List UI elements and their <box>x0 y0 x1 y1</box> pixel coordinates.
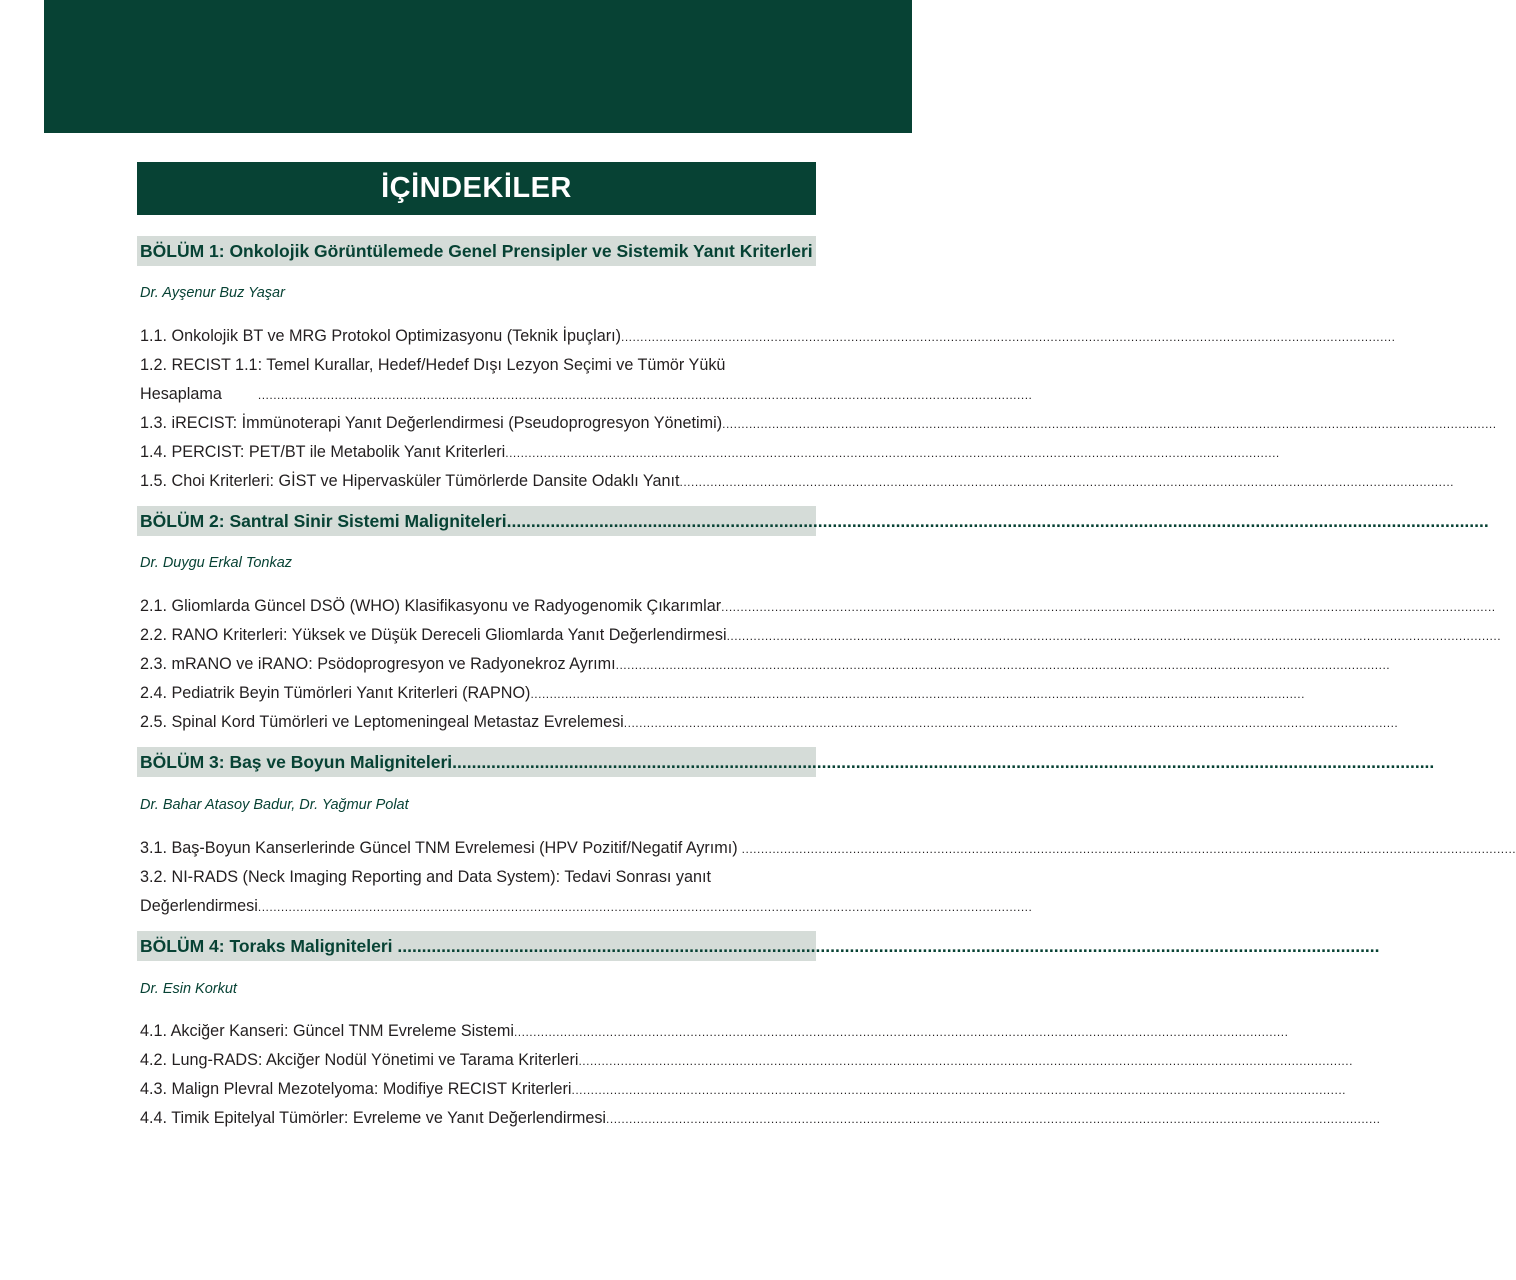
toc-entry-label: 3.1. Baş-Boyun Kanserlerinde Güncel TNM Evrelemesi (HPV Pozitif/Negatif Ayrımı) <box>140 839 738 857</box>
header-band <box>44 0 912 133</box>
toc-entry-2-3[interactable] <box>140 655 1391 679</box>
toc-entry-3-2-cont[interactable] <box>140 897 1033 921</box>
dot-leader: .......................................................................................................................................................................................................... <box>571 1083 1346 1097</box>
toc-entry-label: Değerlendirmesi <box>140 897 258 915</box>
section-author-1: Dr. Ayşenur Buz Yaşar <box>140 285 285 301</box>
toc-entry-1-2-cont[interactable] <box>140 385 1033 409</box>
toc-entry-label: 1.5. Choi Kriterleri: GİST ve Hipervasküler Tümörlerde Dansite Odaklı Yanıt <box>140 472 680 490</box>
dot-leader: .......................................................................................................................................................................................................... <box>615 658 1391 672</box>
toc-entry-label: 4.2. Lung-RADS: Akciğer Nodül Yönetimi ve Tarama Kriterleri <box>140 1051 579 1069</box>
toc-entry-label: 2.1. Gliomlarda Güncel DSÖ (WHO) Klasifikasyonu ve Radyogenomik Çıkarımlar <box>140 597 722 615</box>
section-heading-4[interactable] <box>137 931 1380 961</box>
toc-entry-1-3[interactable] <box>140 414 1497 438</box>
dot-leader: .......................................................................................................................................................................................................... <box>606 1112 1381 1126</box>
toc-entry-label: 1.1. Onkolojik BT ve MRG Protokol Optimizasyonu (Teknik İpuçları) <box>140 327 621 345</box>
dot-leader: .......................................................................................................................................................................................................... <box>578 1054 1353 1068</box>
dot-leader: .......................................................................................................................................................................................................... <box>513 1025 1289 1039</box>
toc-entry-1-5[interactable] <box>140 472 1454 496</box>
toc-entry-3-1[interactable] <box>140 839 1516 863</box>
toc-entry-2-5[interactable] <box>140 713 1399 737</box>
dot-leader: .......................................................................................................................................................................................................... <box>722 417 1497 431</box>
toc-entry-label: 2.3. mRANO ve iRANO: Psödoprogresyon ve Radyonekroz Ayrımı <box>140 655 616 673</box>
toc-entry-label: 4.3. Malign Plevral Mezotelyoma: Modifiye RECIST Kriterleri <box>140 1080 572 1098</box>
toc-entry-label: 2.4. Pediatrik Beyin Tümörleri Yanıt Kriterleri (RAPNO) <box>140 684 531 702</box>
toc-entry-label: 4.4. Timik Epitelyal Tümörler: Evreleme ve Yanıt Değerlendirmesi <box>140 1109 607 1127</box>
dot-leader: .......................................................................................................................................................................................................... <box>530 687 1305 701</box>
dot-leader: .......................................................................................................................................................................................................... <box>726 629 1502 643</box>
dot-leader: .......................................................................................................................................................................................................... <box>679 475 1454 489</box>
section-heading-2[interactable] <box>137 506 1489 536</box>
toc-entry-label: 1.4. PERCIST: PET/BT ile Metabolik Yanıt Kriterleri <box>140 443 506 461</box>
toc-entry-label: 1.2. RECIST 1.1: Temel Kurallar, Hedef/Hedef Dışı Lezyon Seçimi ve Tümör Yükü <box>140 356 726 374</box>
section-author-4: Dr. Esin Korkut <box>140 981 237 997</box>
toc-entry-1-4[interactable] <box>140 443 1280 467</box>
section-author-2: Dr. Duygu Erkal Tonkaz <box>140 555 293 571</box>
toc-entry-4-4[interactable] <box>140 1109 1381 1133</box>
dot-leader: .......................................................................................................................................................................................................... <box>397 936 1380 956</box>
dot-leader: .......................................................................................................................................................................................................... <box>505 446 1280 460</box>
toc-entry-1-1[interactable] <box>140 327 1396 351</box>
toc-entry-4-3[interactable] <box>140 1080 1346 1104</box>
page-title-text: İÇİNDEKİLER <box>381 172 572 204</box>
section-heading-label: BÖLÜM 2: Santral Sinir Sistemi Maligniteleri <box>140 511 507 531</box>
toc-entry-1-2[interactable] <box>140 356 790 380</box>
dot-leader: .......................................................................................................................................................................................................... <box>621 330 1396 344</box>
section-heading-label: BÖLÜM 3: Baş ve Boyun Maligniteleri <box>140 752 453 772</box>
section-author-3: Dr. Bahar Atasoy Badur, Dr. Yağmur Polat <box>140 797 409 813</box>
dot-leader: .......................................................................................................................................................................................................... <box>506 511 1489 531</box>
toc-entry-2-4[interactable] <box>140 684 1305 708</box>
section-heading-label: BÖLÜM 4: Toraks Maligniteleri <box>140 936 393 956</box>
toc-entry-label: 2.2. RANO Kriterleri: Yüksek ve Düşük Dereceli Gliomlarda Yanıt Değerlendirmesi <box>140 626 727 644</box>
dot-leader: .......................................................................................................................................................................................................... <box>257 900 1033 914</box>
section-heading-1[interactable]: BÖLÜM 1: Onkolojik Görüntülemede Genel Prensipler ve Sistemik Yanıt Kriterleri <box>137 236 816 266</box>
dot-leader: .......................................................................................................................................................................................................... <box>721 600 1496 614</box>
toc-entry-2-2[interactable] <box>140 626 1502 650</box>
toc-entry-label: 4.1. Akciğer Kanseri: Güncel TNM Evreleme Sistemi <box>140 1022 514 1040</box>
toc-entry-label: 3.2. NI-RADS (Neck Imaging Reporting and Data System): Tedavi Sonrası yanıt <box>140 868 712 886</box>
page-title <box>137 162 816 215</box>
dot-leader: .......................................................................................................................................................................................................... <box>257 388 1033 402</box>
dot-leader: .......................................................................................................................................................................................................... <box>452 752 1435 772</box>
toc-entry-label: Hesaplama <box>140 385 222 403</box>
toc-entry-4-1[interactable] <box>140 1022 1289 1046</box>
toc-entry-label: 1.3. iRECIST: İmmünoterapi Yanıt Değerlendirmesi (Pseudoprogresyon Yönetimi) <box>140 414 723 432</box>
toc-entry-4-2[interactable] <box>140 1051 1353 1075</box>
toc-entry-2-1[interactable] <box>140 597 1496 621</box>
toc-entry-3-2[interactable] <box>140 868 790 892</box>
toc-entry-label: 2.5. Spinal Kord Tümörleri ve Leptomeningeal Metastaz Evrelemesi <box>140 713 624 731</box>
dot-leader: .......................................................................................................................................................................................................... <box>623 716 1399 730</box>
dot-leader: .......................................................................................................................................................................................................... <box>741 842 1516 856</box>
section-heading-3[interactable] <box>137 747 1435 777</box>
